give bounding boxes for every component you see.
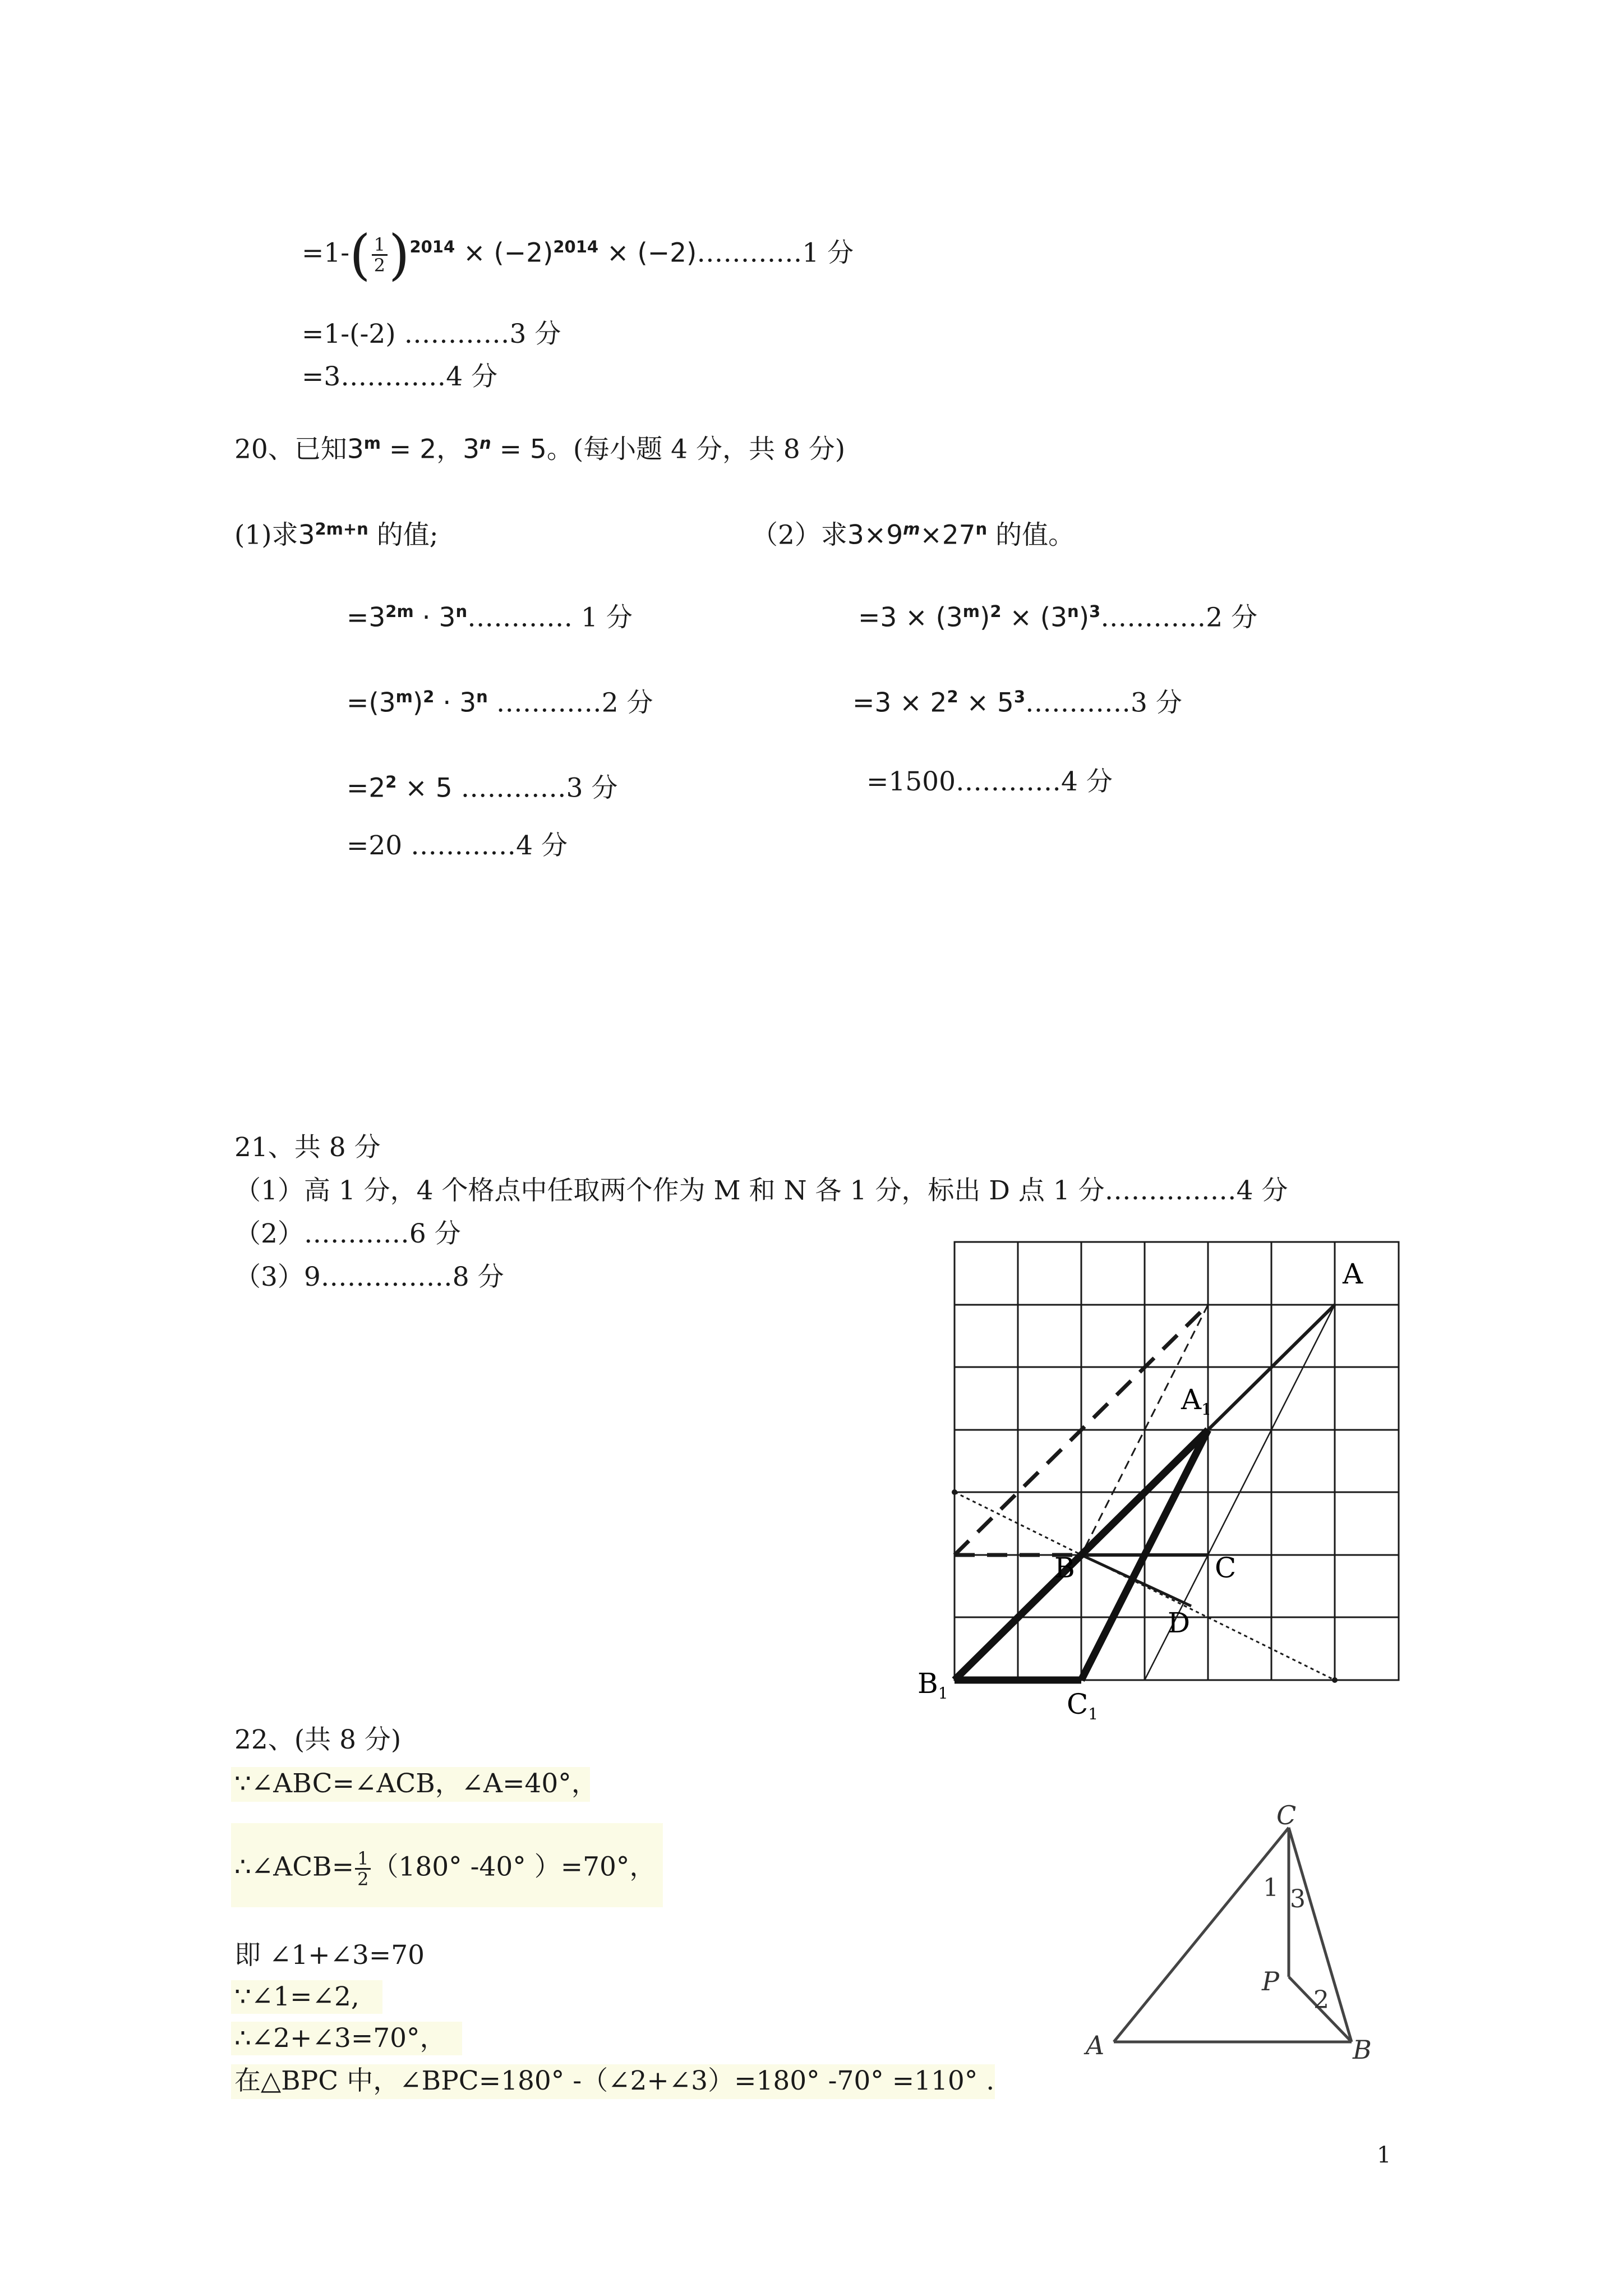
q21-part-2: （2）…………6 分	[234, 1218, 461, 1249]
q20-part-1-prompt: (1)求$3^{2m+n}$ 的值;	[234, 519, 439, 551]
q20-left-step-1: $=3^{2m}$ · $3^n\dots\dots\dots\dots$ 1 分	[347, 602, 633, 633]
q22-line-1: ∵∠ABC=∠ACB，∠A=40°，	[234, 1768, 598, 1799]
q22-line-3: 即 ∠1+∠3=70	[234, 1940, 425, 1971]
q21-part-3: （3）9……………8 分	[234, 1262, 504, 1292]
q20-right-step-3: =1500…………4 分	[866, 766, 1113, 797]
label-angle-3: 3	[1290, 1885, 1306, 1913]
label-c1: $C_1$	[1067, 1688, 1099, 1723]
q22-line-6: 在△BPC 中，∠BPC=180° -（∠2+∠3）=180° -70° =110° .	[234, 2065, 995, 2096]
q21-part-1: （1）高 1 分，4 个格点中任取两个作为 M 和 N 各 1 分，标出 D 点 1 分……………4 分	[234, 1175, 1288, 1206]
q20-right-step-1: $=3 \times (3^m)^2$ × $(3^n)^3\dots\dots\dots\dots 2$ 分	[858, 602, 1258, 633]
page-number: 1	[1377, 2142, 1391, 2168]
label-p: P	[1262, 1966, 1279, 1996]
q19-line-3: =3…………4 分	[302, 361, 498, 392]
q20-left-step-4: =20 …………4 分	[347, 830, 568, 861]
q19-l1-pre: =1-	[302, 237, 350, 269]
label-angle-1: 1	[1263, 1874, 1279, 1902]
q19-line-1: =1-( $\frac{1}{2}$ )$^{2014} \times (-2)^{2014}$ × (−2)…………1 分	[302, 223, 854, 287]
altitude-bd	[1081, 1555, 1191, 1606]
label-b1: $B_1$	[917, 1667, 948, 1703]
label-a: A	[1086, 2030, 1105, 2060]
q22-line-4: ∵∠1=∠2,	[234, 1981, 359, 2012]
q20-left-step-3: $=2^2 \times 5$ …………3 分	[347, 772, 618, 804]
point-n	[1332, 1677, 1338, 1683]
half-fraction: $\frac{1}{2}$	[372, 235, 388, 275]
q22-heading: 22、(共 8 分)	[234, 1724, 402, 1755]
label-c: C	[1215, 1552, 1237, 1584]
q21-heading: 21、共 8 分	[234, 1132, 381, 1163]
label-a1: $A_1$	[1181, 1383, 1211, 1419]
q20-heading: 20、已知$3^m = 2$，$3^n = 5$。(每小题 4 分，共 8 分)	[234, 434, 846, 465]
point-m	[952, 1489, 957, 1495]
label-d: D	[1168, 1607, 1191, 1639]
label-angle-2: 2	[1313, 1986, 1329, 2014]
q21-grid-figure	[909, 1228, 1413, 1733]
q22-line-2: ∴∠ACB= $\frac{1}{2}$ （180° -40° ）=70°，	[234, 1848, 656, 1890]
q19-line-2: =1-(-2) …………3 分	[302, 319, 561, 349]
label-a: A	[1343, 1258, 1363, 1290]
label-b: B	[1353, 2035, 1372, 2064]
label-b: B	[1054, 1552, 1075, 1584]
q22-triangle-figure	[1077, 1801, 1391, 2064]
q22-line-5: ∴∠2+∠3=70°，	[234, 2023, 446, 2054]
q20-right-step-2: $=3 \times 2^2$ × $5^3\dots\dots\dots\dots 3$ 分	[852, 687, 1182, 719]
q20-left-step-2: $=(3^m)^2 \cdot 3^n$ …………2 分	[347, 687, 653, 719]
q20-part-2-prompt: （2）求$3\times 9^m\times 27^n$ 的值。	[751, 519, 1075, 551]
label-c: C	[1276, 1801, 1297, 1830]
half-fraction-2: $\frac{1}{2}$	[355, 1849, 371, 1889]
